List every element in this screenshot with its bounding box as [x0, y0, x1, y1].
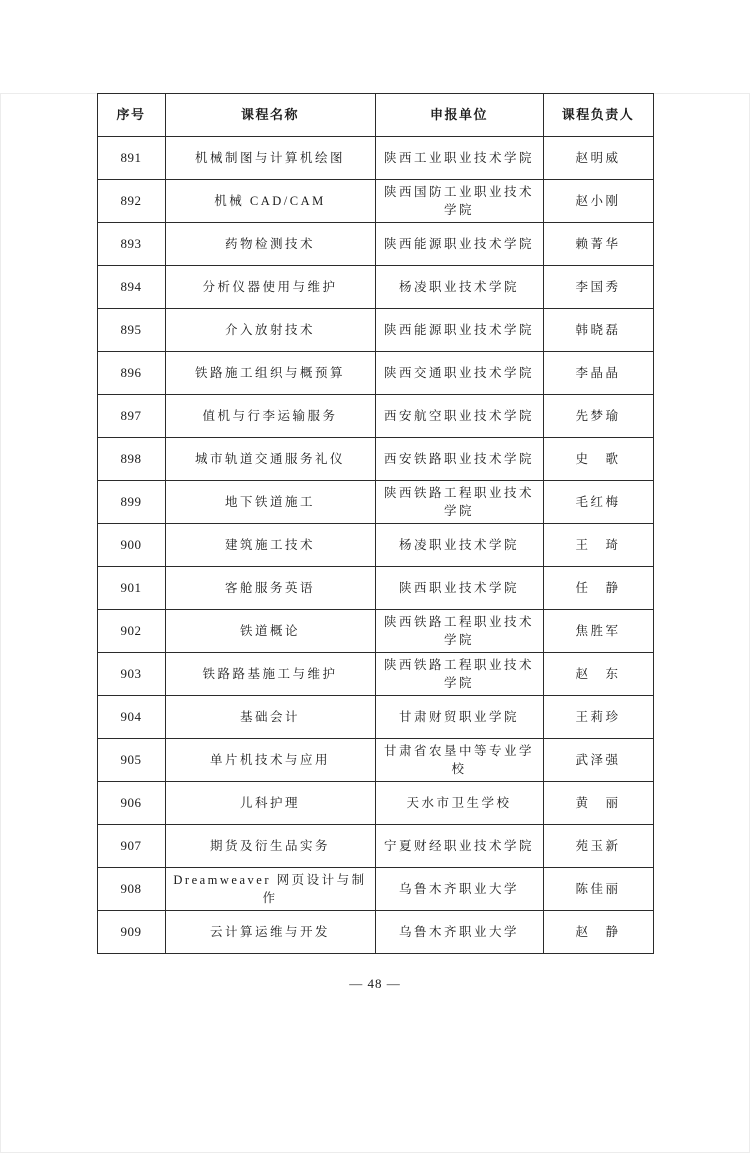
table-row: [97, 567, 653, 610]
applicant-unit-cell: 宁夏财经职业技术学院: [375, 825, 543, 868]
table-body: [97, 137, 653, 954]
table-row: [97, 653, 653, 696]
table-row: [97, 825, 653, 868]
course-name-cell: 介入放射技术: [165, 309, 375, 352]
applicant-unit-cell: 陕西能源职业技术学院: [375, 309, 543, 352]
serial-cell: 898: [97, 438, 165, 481]
course-leader-cell: 陈佳丽: [543, 868, 653, 911]
column-header-course-name: 课程名称: [165, 94, 375, 137]
applicant-unit-cell: 甘肃省农垦中等专业学校: [375, 739, 543, 782]
course-name-cell: 药物检测技术: [165, 223, 375, 266]
course-leader-cell: 毛红梅: [543, 481, 653, 524]
applicant-unit-cell: 陕西能源职业技术学院: [375, 223, 543, 266]
serial-cell: 897: [97, 395, 165, 438]
table-row: [97, 481, 653, 524]
course-name-cell: 铁路施工组织与概预算: [165, 352, 375, 395]
column-header-serial: 序号: [97, 94, 165, 137]
course-name-cell: 铁道概论: [165, 610, 375, 653]
course-leader-cell: 赖菁华: [543, 223, 653, 266]
table-row: [97, 395, 653, 438]
serial-cell: 907: [97, 825, 165, 868]
course-name-cell: 建筑施工技术: [165, 524, 375, 567]
course-name-cell: 儿科护理: [165, 782, 375, 825]
serial-cell: 906: [97, 782, 165, 825]
table-row: [97, 352, 653, 395]
course-leader-cell: 王 琦: [543, 524, 653, 567]
table-row: [97, 309, 653, 352]
course-name-cell: 机械制图与计算机绘图: [165, 137, 375, 180]
applicant-unit-cell: 西安航空职业技术学院: [375, 395, 543, 438]
course-name-cell: 铁路路基施工与维护: [165, 653, 375, 696]
course-name-cell: 单片机技术与应用: [165, 739, 375, 782]
serial-cell: 895: [97, 309, 165, 352]
table-row: [97, 223, 653, 266]
applicant-unit-cell: 陕西铁路工程职业技术学院: [375, 653, 543, 696]
table-row: [97, 782, 653, 825]
course-leader-cell: 赵小刚: [543, 180, 653, 223]
table-row: [97, 524, 653, 567]
table-row: [97, 610, 653, 653]
serial-cell: 892: [97, 180, 165, 223]
table-header: [97, 94, 653, 137]
course-name-cell: 值机与行李运输服务: [165, 395, 375, 438]
course-name-cell: 分析仪器使用与维护: [165, 266, 375, 309]
serial-cell: 900: [97, 524, 165, 567]
course-leader-cell: 赵 静: [543, 911, 653, 954]
serial-cell: 905: [97, 739, 165, 782]
applicant-unit-cell: 陕西铁路工程职业技术学院: [375, 481, 543, 524]
course-approval-table: [97, 93, 654, 954]
course-name-cell: 城市轨道交通服务礼仪: [165, 438, 375, 481]
applicant-unit-cell: 陕西交通职业技术学院: [375, 352, 543, 395]
table-row: [97, 696, 653, 739]
course-leader-cell: 苑玉新: [543, 825, 653, 868]
column-header-course-leader: 课程负责人: [543, 94, 653, 137]
applicant-unit-cell: 陕西工业职业技术学院: [375, 137, 543, 180]
applicant-unit-cell: 乌鲁木齐职业大学: [375, 868, 543, 911]
course-name-cell: 期货及衍生品实务: [165, 825, 375, 868]
table-row: [97, 137, 653, 180]
serial-cell: 893: [97, 223, 165, 266]
course-leader-cell: 王莉珍: [543, 696, 653, 739]
applicant-unit-cell: 陕西职业技术学院: [375, 567, 543, 610]
course-name-cell: 云计算运维与开发: [165, 911, 375, 954]
applicant-unit-cell: 甘肃财贸职业学院: [375, 696, 543, 739]
course-leader-cell: 武泽强: [543, 739, 653, 782]
serial-cell: 909: [97, 911, 165, 954]
course-leader-cell: 焦胜军: [543, 610, 653, 653]
table-row: [97, 180, 653, 223]
course-leader-cell: 史 歌: [543, 438, 653, 481]
serial-cell: 894: [97, 266, 165, 309]
applicant-unit-cell: 西安铁路职业技术学院: [375, 438, 543, 481]
table-row: [97, 438, 653, 481]
serial-cell: 904: [97, 696, 165, 739]
serial-cell: 903: [97, 653, 165, 696]
serial-cell: 901: [97, 567, 165, 610]
course-leader-cell: 任 静: [543, 567, 653, 610]
applicant-unit-cell: 乌鲁木齐职业大学: [375, 911, 543, 954]
course-leader-cell: 李国秀: [543, 266, 653, 309]
course-name-cell: 机械 CAD/CAM: [165, 180, 375, 223]
serial-cell: 891: [97, 137, 165, 180]
applicant-unit-cell: 杨凌职业技术学院: [375, 524, 543, 567]
page-number: — 48 —: [349, 976, 401, 991]
table-row: [97, 868, 653, 911]
column-header-applicant-unit: 申报单位: [375, 94, 543, 137]
document-page: [0, 93, 750, 1153]
applicant-unit-cell: 杨凌职业技术学院: [375, 266, 543, 309]
applicant-unit-cell: 陕西铁路工程职业技术学院: [375, 610, 543, 653]
serial-cell: 899: [97, 481, 165, 524]
table-row: [97, 266, 653, 309]
serial-cell: 896: [97, 352, 165, 395]
serial-cell: 902: [97, 610, 165, 653]
course-name-cell: 基础会计: [165, 696, 375, 739]
table-row: [97, 911, 653, 954]
header-row: [97, 94, 653, 137]
course-leader-cell: 黄 丽: [543, 782, 653, 825]
course-name-cell: 地下铁道施工: [165, 481, 375, 524]
applicant-unit-cell: 天水市卫生学校: [375, 782, 543, 825]
course-leader-cell: 赵明威: [543, 137, 653, 180]
applicant-unit-cell: 陕西国防工业职业技术学院: [375, 180, 543, 223]
course-leader-cell: 先梦瑜: [543, 395, 653, 438]
course-leader-cell: 李晶晶: [543, 352, 653, 395]
course-name-cell: 客舱服务英语: [165, 567, 375, 610]
course-leader-cell: 韩晓磊: [543, 309, 653, 352]
course-name-cell: Dreamweaver 网页设计与制作: [165, 868, 375, 911]
table-row: [97, 739, 653, 782]
serial-cell: 908: [97, 868, 165, 911]
course-leader-cell: 赵 东: [543, 653, 653, 696]
